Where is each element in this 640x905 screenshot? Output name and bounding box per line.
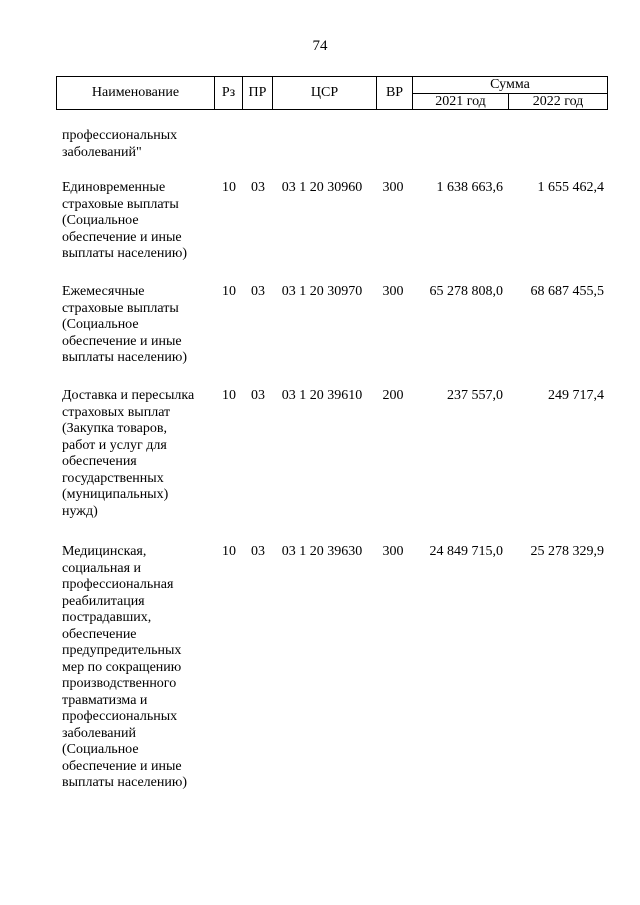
- row-name: [62, 180, 212, 263]
- row-sum-2022: 25 278 329,9: [530, 544, 604, 559]
- row-sum-2022: 1 655 462,4: [537, 180, 604, 195]
- row-sum-2022: 68 687 455,5: [530, 284, 604, 299]
- row-name: [62, 284, 212, 367]
- row-csr: 03 1 20 39630: [281, 544, 363, 559]
- row-name: [62, 388, 212, 520]
- header-rz: Рз: [214, 76, 242, 110]
- row-sum-2021: 237 557,0: [447, 388, 503, 403]
- row-name-line: обеспечение и иные: [62, 758, 182, 774]
- row-name-line: страховых выплат: [62, 404, 171, 420]
- row-csr: 03 1 20 30970: [281, 284, 363, 299]
- table-header: [56, 76, 608, 110]
- header-pr: ПР: [242, 76, 272, 110]
- row-name-line: (Закупка товаров,: [62, 421, 167, 436]
- header-year-2021: 2021 год: [412, 93, 508, 110]
- row-name: [62, 128, 212, 161]
- row-sum-2021: 65 278 808,0: [429, 284, 503, 299]
- row-name-line: заболеваний": [62, 144, 142, 160]
- row-pr: 03: [251, 284, 265, 299]
- row-name-line: страховые выплаты: [62, 196, 179, 212]
- row-name-line: обеспечение: [62, 626, 137, 642]
- row-name-line: нужд): [62, 503, 98, 519]
- row-pr: 03: [251, 388, 265, 403]
- row-pr: 03: [251, 544, 265, 559]
- header-name: Наименование: [56, 76, 214, 110]
- row-vr: 300: [382, 544, 404, 559]
- row-name-line: (Социальное: [62, 213, 139, 228]
- row-name-line: выплаты населению): [62, 350, 187, 365]
- row-vr: 200: [382, 388, 404, 403]
- row-csr: 03 1 20 30960: [281, 180, 363, 195]
- row-csr: 03 1 20 39610: [281, 388, 363, 403]
- row-vr: 300: [382, 284, 404, 299]
- page-number: 74: [312, 38, 328, 54]
- row-name-line: Доставка и пересылка: [62, 388, 195, 403]
- row-name-line: мер по сокращению: [62, 659, 182, 675]
- row-rz: 10: [222, 544, 236, 559]
- row-name-line: обеспечения: [62, 454, 137, 469]
- row-name-line: предупредительных: [62, 643, 182, 658]
- row-name-line: Медицинская,: [62, 544, 147, 559]
- row-sum-2022: 249 717,4: [548, 388, 604, 403]
- row-name-line: заболеваний: [62, 725, 136, 741]
- row-name-line: работ и услуг для: [62, 437, 167, 453]
- row-name-line: (Социальное: [62, 742, 139, 757]
- row-name: [62, 544, 212, 792]
- row-name-line: производственного: [62, 676, 177, 691]
- row-pr: 03: [251, 180, 265, 195]
- header-csr: ЦСР: [272, 76, 376, 110]
- row-name-line: (муниципальных): [62, 487, 169, 502]
- row-name-line: выплаты населению): [62, 775, 187, 790]
- row-name-line: обеспечение и иные: [62, 229, 182, 245]
- row-name-line: профессиональных: [62, 709, 178, 724]
- row-name-line: страховые выплаты: [62, 300, 179, 316]
- header-vr: ВР: [376, 76, 412, 110]
- row-name-line: Единовременные: [62, 180, 166, 195]
- row-name-line: государственных: [62, 470, 164, 486]
- header-sum: Сумма: [412, 76, 608, 93]
- row-sum-2021: 24 849 715,0: [429, 544, 503, 559]
- row-name-line: обеспечение и иные: [62, 333, 182, 349]
- row-rz: 10: [222, 388, 236, 403]
- row-name-line: реабилитация: [62, 593, 145, 609]
- row-rz: 10: [222, 180, 236, 195]
- row-name-line: Ежемесячные: [62, 284, 145, 299]
- row-sum-2021: 1 638 663,6: [436, 180, 503, 195]
- row-name-line: пострадавших,: [62, 610, 152, 625]
- row-name-line: (Социальное: [62, 317, 139, 332]
- header-year-2022: 2022 год: [508, 93, 608, 110]
- row-name-line: социальная и: [62, 560, 142, 576]
- row-name-line: профессиональных: [62, 128, 178, 143]
- row-name-line: профессиональная: [62, 577, 174, 592]
- row-name-line: травматизма и: [62, 692, 148, 708]
- row-name-line: выплаты населению): [62, 246, 187, 261]
- row-vr: 300: [382, 180, 404, 195]
- row-rz: 10: [222, 284, 236, 299]
